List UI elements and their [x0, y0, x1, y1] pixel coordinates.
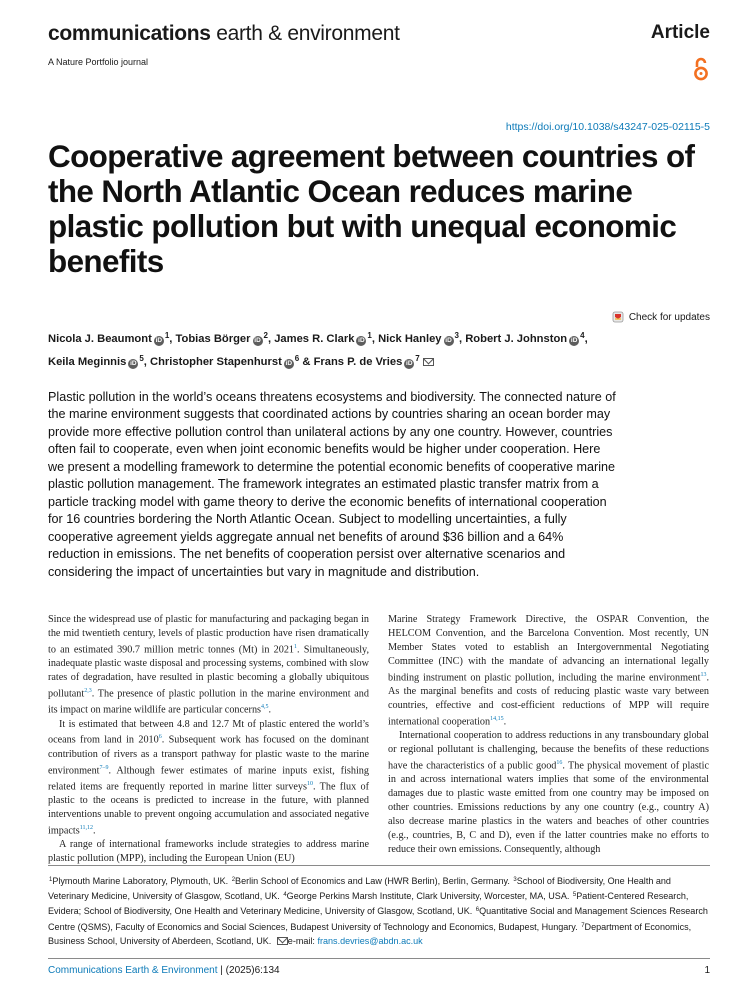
affiliation-ref: 7	[415, 354, 420, 363]
open-access-icon	[693, 56, 709, 82]
author-list: Nicola J. Beaumont $iD^1$, Tobias Börger $iD^2$, James R. Clark $iD^1$, Nick Hanley $iD^3$, Robert J. Johnston $iD^4$, Keila Meginnis $iD^5$, Christopher Stapenhurst $iD^6$ & Frans P. de Vries $iD^7$	[48, 331, 588, 368]
body-paragraph: Since the widespread use of plastic for manufacturing and packaging began in the mid twentieth century, levels of plastic production have risen dramatically to an estimated 390.7 million metric tonnes (Mt) in 2021$^1$. Simultaneously, inadequate plastic waste disposal and processing systems, combined with slow rates of degradation, have resulted in plastic becoming a globally ubiquitous pollutant$^{2,3}$. The presence of plastic pollution in the marine environment and its impact on marine wildlife are particular concerns$^{4,5}$.	[48, 614, 369, 716]
article-type-label: Article	[650, 22, 710, 43]
citation-link[interactable]: 2,3	[84, 687, 92, 694]
affiliation-ref: 4	[580, 331, 585, 340]
author-name[interactable]: Frans P. de Vries	[313, 356, 403, 368]
author-name[interactable]: James R. Clark	[274, 333, 355, 345]
affiliation-ref: 2	[263, 331, 268, 340]
body-paragraph: International cooperation to address reductions in any transboundary global or regional pollutant is challenging, because the benefits of these reductions have the characteristics of a public good$^{16}$. The physical movement of plastic in and across international waters implies that some of the environmental damages due to plastic waste emitted from one country may be imposed on other countries. Emissions reductions by any one country (e.g., country A) also decrease marine plastics in the waters and beaches of other countries (e.g., countries, B, C and D), even if the latter countries make no efforts to reduce their own emissions. Consequently, although	[388, 730, 709, 855]
affiliations: $^1$Plymouth Marine Laboratory, Plymouth, UK. $^2$Berlin School of Economics and Law (HWR Berlin), Berlin, Germany. $^3$School of Biodiversity, One Health and Veterinary Medicine, University of Glasgow, Scotland, UK. $^4$George Perkins Marsh Institute, Clark University, Worcester, MA, USA. $^5$Patient-Centered Research, Evidera; School of Biodiversity, One Health and Veterinary Medicine, University of Glasgow, Scotland, UK. $^6$Quantitative Social and Management Sciences Research Centre (QSMS), Faculty of Economics and Social Sciences, Budapest University of Technology and Economics, Budapest, Hungary. $^7$Department of Economics, Business School, University of Aberdeen, Scotland, UK. e-mail: frans.devries@abdn.ac.uk	[48, 876, 708, 946]
orcid-icon[interactable]: iD	[406, 360, 413, 367]
footer-divider	[48, 958, 710, 959]
citation-link[interactable]: 13	[700, 671, 707, 678]
footer-citation-text: | (2025)6:134	[217, 965, 280, 976]
check-for-updates[interactable]	[612, 311, 710, 323]
citation-link[interactable]: 14,15	[490, 715, 504, 722]
check-updates-icon	[612, 311, 624, 323]
body-paragraph: A range of international frameworks include strategies to address marine plastic pollution (MPP), including the European Union (EU)	[48, 839, 369, 865]
portfolio-label: A Nature Portfolio journal	[48, 57, 149, 67]
affiliation-ref: 3	[454, 331, 459, 340]
journal-name-rest: earth & environment	[210, 22, 400, 45]
affiliation-ref: 1	[367, 331, 372, 340]
author-name[interactable]: Nick Hanley	[378, 333, 442, 345]
citation-link[interactable]: 6	[158, 734, 162, 741]
orcid-icon[interactable]: iD	[130, 360, 137, 367]
journal-name	[48, 22, 400, 46]
body-paragraph: It is estimated that between 4.8 and 12.7 Mt of plastic entered the world’s oceans from land in 2010$^6$. Subsequent work has focused on the dominant contribution of rivers as a transport pathway for plastic waste to the marine environment$^{7-9}$. Although fewer estimates of marine inputs exist, fishing related items are frequently reported in marine litter surveys$^{10}$. The flux of plastic to the oceans is predicted to increase in the future, with planned interventions unable to prevent ongoing accumulation and associated negative impacts$^{11,12}$.	[48, 718, 369, 837]
citation-link[interactable]: 10	[307, 780, 313, 787]
journal-name-bold: communications	[48, 22, 211, 45]
author-name[interactable]: Christopher Stapenhurst	[150, 356, 282, 368]
author-conjunction: &	[302, 356, 311, 368]
orcid-icon[interactable]: iD	[358, 337, 365, 344]
email-link[interactable]: frans.devries@abdn.ac.uk	[317, 935, 423, 946]
author-name[interactable]: Keila Meginnis	[48, 356, 127, 368]
body-paragraph: Marine Strategy Framework Directive, the OSPAR Convention, the HELCOM Convention, and the Barcelona Convention. Most recently, UN Member States voted to establish an Intergovernmental Negotiating Committee (INC) with the mandate of advancing an international legally binding instrument on plastic pollution, including the marine environment$^{13}$. As the marginal benefits and costs of reducing plastic waste vary between countries, effective and cost-efficient reductions of MPP will require international cooperation$^{14,15}$.	[388, 614, 709, 728]
footer-journal-link[interactable]: Communications Earth & Environment	[48, 965, 218, 976]
citation-link[interactable]: 4,5	[261, 704, 269, 711]
citation-link[interactable]: 7–9	[99, 764, 109, 771]
check-updates-label: Check for updates	[628, 311, 710, 323]
body-column-right	[388, 613, 709, 857]
citation-link[interactable]: 16	[556, 759, 563, 766]
abstract: Plastic pollution in the world’s oceans threatens ecosystems and biodiversity. The connected nature of the marine environment suggests that coordinated actions by countries sharing an ocean border may provide more effective pollution control than unilateral actions by any one country. However, countries often fail to cooperate, even when joint economic benefits would be higher under cooperation. Here we present a modelling framework to determine the potential economic benefits of cooperative marine plastic pollution management. The framework integrates an estimated plastic transfer matrix from a particle tracking model with game theory to derive the economic benefits of international cooperation for 16 countries bordering the North Atlantic Ocean. Subject to modelling uncertainties, a fully cooperative agreement yields aggregate annual net benefits of around $36 billion and a 64% reduction in emissions. The net benefits of cooperation persist over alternative scenarios and considering the impact of uncertainties but vary in magnitude and distribution.	[48, 390, 616, 579]
affiliation-ref: 1	[164, 331, 170, 340]
article-title: Cooperative agreement between countries of the North Atlantic Ocean reduces marine plastic pollution but with unequal economic benefits	[48, 139, 695, 279]
author-name[interactable]: Nicola J. Beaumont	[48, 333, 152, 345]
affiliation-ref: 5	[139, 354, 144, 363]
orcid-icon[interactable]: iD	[570, 337, 578, 344]
email-icon[interactable]	[423, 358, 434, 366]
citation-link[interactable]: 11,12	[79, 825, 93, 832]
orcid-icon[interactable]: iD	[155, 337, 163, 344]
citation-link[interactable]: 1	[294, 643, 298, 650]
page-number: 1	[704, 965, 710, 976]
orcid-icon[interactable]: iD	[285, 360, 293, 367]
footer-citation	[48, 965, 280, 976]
body-column-left	[48, 613, 369, 866]
doi-link[interactable]: https://doi.org/10.1038/s43247-025-02115-5	[505, 121, 710, 133]
affiliation-ref: 6	[294, 354, 300, 363]
author-name[interactable]: Tobias Börger	[175, 333, 251, 345]
orcid-icon[interactable]: iD	[254, 337, 261, 344]
footnote-divider	[48, 865, 710, 866]
email-icon	[277, 937, 288, 945]
author-name[interactable]: Robert J. Johnston	[465, 333, 568, 345]
orcid-icon[interactable]: iD	[445, 337, 452, 344]
